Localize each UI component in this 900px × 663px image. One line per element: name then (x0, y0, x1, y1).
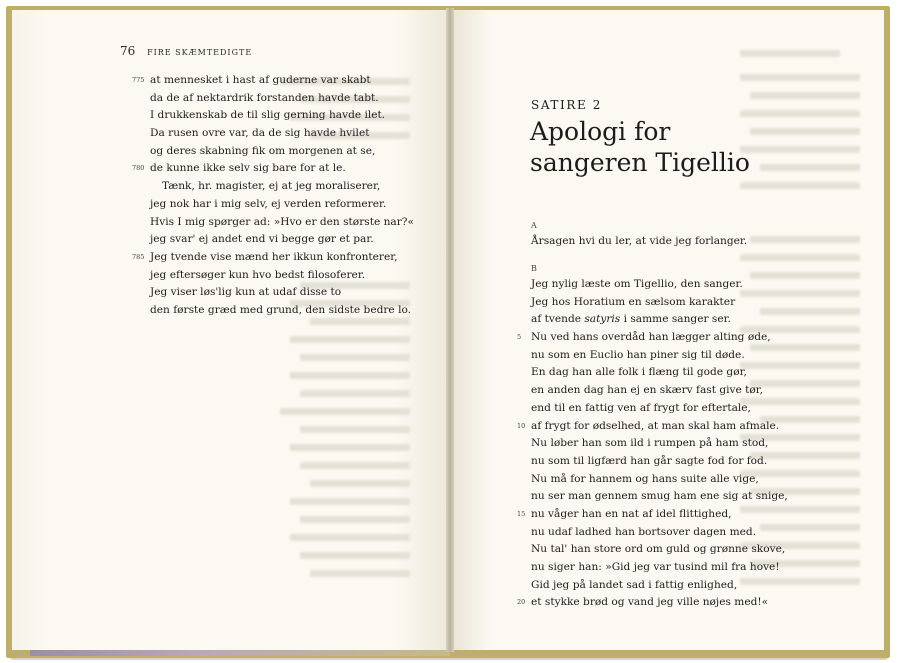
poem-line (150, 178, 414, 196)
poem-line (132, 72, 414, 90)
poem-line (517, 418, 788, 436)
line-text: den første græd med grund, den sidste bedre lo. (150, 303, 412, 316)
left-poem (132, 72, 414, 320)
poem-line (150, 231, 414, 249)
running-head (120, 44, 252, 58)
line-text: nu våger han en nat af idel flittighed, (531, 507, 732, 520)
poem-line (150, 107, 414, 125)
poem-line (150, 196, 414, 214)
line-text: Da rusen ovre var, da de sig havde hvilet (150, 127, 370, 140)
line-text: Nu må for hannem og hans suite alle vige, (531, 472, 759, 485)
line-text: jeg eftersøger kun hvo bedst filosoferer. (150, 268, 366, 281)
poem-line (531, 233, 747, 251)
title-line-2: sangeren Tigellio (530, 148, 750, 177)
poem-line (517, 594, 788, 612)
line-text: jeg nok har i mig selv, ej verden reformerer. (150, 197, 387, 210)
poem-line (531, 471, 788, 489)
line-text: nu siger han: »Gid jeg var tusind mil fra hove! (531, 561, 780, 573)
title-line-1: Apologi for (530, 117, 671, 146)
line-text: en anden dag han ej en skærv fast give tør, (531, 384, 764, 397)
poem-line (531, 400, 788, 418)
line-number: 15 (517, 509, 526, 518)
poem-line (150, 214, 414, 232)
poem-line (531, 524, 788, 542)
section-marker-b: B (531, 264, 537, 273)
line-text: Årsagen hvi du ler, at vide jeg forlanger. (531, 235, 748, 247)
line-number: 10 (517, 421, 526, 430)
line-text: og deres skabning fik om morgenen at se, (150, 144, 376, 157)
line-number: 20 (517, 598, 526, 607)
line-text: Jeg viser løs'lig kun at udaf disse to (150, 286, 342, 299)
poem-line (531, 276, 788, 294)
running-head-title: FIRE SKÆMTEDIGTE (147, 48, 253, 57)
line-text: af tvende (531, 313, 585, 326)
line-text: Hvis I mig spørger ad: »Hvo er den største nar?« (150, 215, 414, 228)
poem-line (150, 125, 414, 143)
satire-label: SATIRE 2 (531, 98, 603, 112)
line-text: nu ser man gennem smug ham ene sig at snige, (531, 490, 788, 503)
line-text: nu udaf ladhed han bortsover dagen med. (531, 525, 757, 538)
line-text: da de af nektardrik forstanden havde tabt. (150, 91, 379, 104)
line-text: jeg svar' ej andet end vi begge gør et par. (150, 233, 374, 246)
line-text: Jeg nylig læste om Tigellio, den sanger. (531, 278, 743, 290)
line-text-rest: i samme sanger ser. (620, 313, 731, 326)
line-text: de kunne ikke selv sig bare for at le. (150, 162, 346, 175)
line-text: at mennesket i hast af guderne var skabt (150, 74, 371, 86)
poem-line (150, 143, 414, 161)
poem-line (150, 284, 414, 302)
line-text: et stykke brød og vand jeg ville nøjes med!« (531, 596, 769, 609)
line-text: Jeg tvende vise mænd her ikkun konfronterer, (150, 250, 398, 263)
line-text: nu som til ligfærd han går sagte fod for fod. (531, 454, 768, 467)
poem-line (517, 506, 788, 524)
poem-line (150, 90, 414, 108)
section-marker-a: A (531, 221, 537, 230)
poem-line (150, 267, 414, 285)
line-text: Tænk, hr. magister, ej at jeg moraliserer, (162, 180, 381, 193)
line-text: En dag han alle folk i flæng til gode gør, (531, 366, 747, 379)
poem-line (531, 311, 788, 329)
poem-line (150, 302, 414, 320)
line-number: 5 (517, 333, 522, 342)
poem-line (531, 294, 788, 312)
poem-line (531, 347, 788, 365)
poem-line (531, 382, 788, 400)
line-text: af frygt for ødselhed, at man skal ham afmale. (531, 419, 780, 432)
book-gutter (446, 8, 454, 652)
line-text: Jeg hos Horatium en sælsom karakter (531, 295, 736, 308)
poem-line (531, 435, 788, 453)
line-text: nu som en Euclio han piner sig til døde. (531, 348, 745, 361)
line-text: Gid jeg på landet sad i fattig enlighed, (531, 578, 738, 591)
poem-line (531, 577, 788, 595)
poem-line (531, 541, 788, 559)
line-number: 785 (132, 252, 145, 261)
line-text: Nu løber han som ild i rumpen på ham stod, (531, 437, 769, 450)
line-text: I drukkenskab de til slig gerning havde ilet. (150, 109, 386, 122)
poem-line (132, 160, 414, 178)
poem-line (531, 488, 788, 506)
line-number: 780 (132, 164, 145, 173)
right-poem-section-a (531, 233, 747, 251)
line-text: Nu tal' han store ord om guld og grønne skove, (531, 543, 786, 556)
right-poem-section-b (517, 276, 788, 612)
line-text: end til en fattig ven af frygt for eftertale, (531, 401, 751, 414)
poem-line (132, 249, 414, 267)
line-number: 775 (132, 76, 145, 84)
poem-line (531, 364, 788, 382)
page-number: 76 (120, 44, 136, 58)
poem-line (517, 329, 788, 347)
poem-line (531, 453, 788, 471)
line-text: Nu ved hans overdåd han lægger alting øde, (531, 331, 771, 344)
satire-title (530, 116, 750, 178)
poem-line (531, 559, 788, 577)
page-edge (30, 650, 450, 656)
line-text-emphasis: satyris (584, 313, 621, 326)
